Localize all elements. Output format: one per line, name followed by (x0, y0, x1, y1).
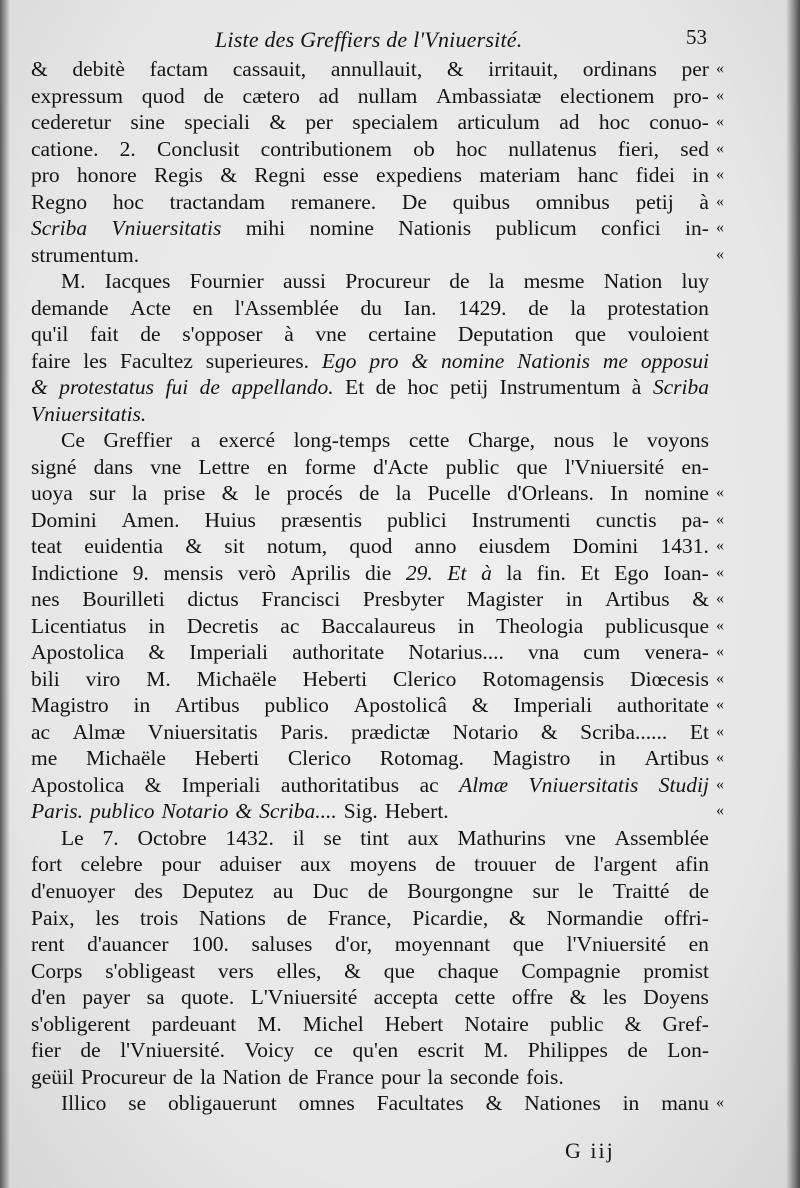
quote-mark: « (716, 802, 724, 820)
quote-mark (716, 958, 746, 985)
quote-mark (716, 851, 746, 878)
signature-mark: G iij (565, 1138, 615, 1163)
text-line: bili viro M. Michaële Heberti Clerico Rotomagensis Diœcesis (31, 666, 709, 691)
text-line: fier de l'Vniuersité. Voicy ce qu'en escrit M. Philippes de Lon- (31, 1038, 709, 1063)
quote-mark: « (716, 60, 724, 77)
quote-mark (716, 1011, 746, 1038)
text-line: teat euidentia & sit notum, quod anno eiusdem Domini 1431. (31, 534, 709, 559)
quote-mark: « (716, 749, 724, 767)
text-line: geüil Procureur de la Nation de France pour la seconde fois. (31, 1064, 564, 1089)
quote-mark: « (716, 219, 724, 237)
quote-mark (716, 878, 746, 905)
text-line: cederetur sine speciali & per specialem articulum ad hoc conuo- (31, 110, 709, 135)
quote-mark (716, 427, 746, 454)
text-line: Illico se obligauerunt omnes Facultates & Nationes in manu (61, 1091, 709, 1116)
quote-mark: « (716, 590, 724, 608)
text-line: Vniuersitatis. (31, 401, 147, 426)
body-text (31, 56, 709, 1117)
quote-mark (716, 321, 746, 348)
quote-mark (716, 984, 746, 1011)
quote-mark (716, 454, 746, 481)
quote-mark: « (716, 722, 724, 740)
quote-mark: « (716, 113, 724, 131)
page-number: 53 (686, 25, 707, 49)
quote-mark: « (716, 245, 724, 263)
quote-mark (716, 374, 746, 401)
text-line: demande Acte en l'Assemblée du Ian. 1429. de la protestation (31, 295, 709, 320)
quote-mark: « (716, 643, 724, 661)
quote-mark (716, 295, 746, 322)
text-line: Le 7. Octobre 1432. il se tint aux Mathurins vne Assemblée (61, 825, 709, 850)
quote-mark: « (716, 616, 724, 634)
text-line: strumentum. (31, 242, 140, 267)
text-line: qu'il fait de s'opposer à vne certaine Deputation que vouloient (31, 322, 709, 347)
quote-mark (716, 825, 746, 852)
text-line: Corps s'obligeast vers elles, & que chaque Compagnie promist (31, 958, 709, 983)
quote-mark (716, 401, 746, 428)
quote-mark: « (716, 166, 724, 184)
text-line: Ce Greffier a exercé long-temps cette Charge, nous le voyons (61, 428, 709, 453)
quote-mark: « (716, 537, 724, 555)
text-line: rent d'auancer 100. saluses d'or, moyennant que l'Vniuersité en (31, 932, 709, 957)
text-line: Apostolica & Imperiali authoritatibus ac Almæ Vniuersitatis Studij (31, 772, 709, 797)
text-line: Magistro in Artibus publico Apostolicâ & Imperiali authoritate (31, 693, 709, 718)
quote-mark: « (716, 510, 724, 528)
text-line: Paris. publico Notario & Scriba.... Sig. Hebert. (31, 799, 449, 824)
quote-mark: « (716, 1094, 724, 1112)
text-line: M. Iacques Fournier aussi Procureur de la mesme Nation luy (61, 269, 709, 294)
text-line: d'en payer sa quote. L'Vniuersité accepta cette offre & les Doyens (31, 985, 709, 1010)
text-line: Indictione 9. mensis verò Aprilis die 29. Et à la fin. Et Ego Ioan- (31, 560, 709, 585)
quote-mark (716, 348, 746, 375)
text-line: d'enuoyer des Deputez au Duc de Bourgongne sur le Traitté de (31, 878, 709, 903)
text-line: Apostolica & Imperiali authoritate Notarius.... vna cum venera- (31, 640, 709, 665)
quote-mark: « (716, 775, 724, 793)
text-line: Domini Amen. Huius præsentis publici Instrumenti cunctis pa- (31, 507, 709, 532)
text-line: Scriba Vniuersitatis mihi nomine Nationis publicum confici in- (31, 216, 709, 241)
text-line: & debitè factam cassauit, annullauit, & irritauit, ordinans per (31, 57, 709, 81)
quote-mark: « (716, 563, 724, 581)
text-line: ac Almæ Vniuersitatis Paris. prædictæ Notario & Scriba...... Et (31, 719, 709, 744)
text-line: Regno hoc tractandam remanere. De quibus omnibus petij à (31, 189, 709, 214)
quote-mark: « (716, 484, 724, 502)
text-line: s'obligerent pardeuant M. Michel Hebert Notaire public & Gref- (31, 1011, 709, 1036)
text-line: nes Bourilleti dictus Francisci Presbyter Magister in Artibus & (31, 587, 709, 612)
text-line: catione. 2. Conclusit contributionem ob hoc nullatenus fieri, sed (31, 136, 709, 161)
text-line: me Michaële Heberti Clerico Rotomag. Magistro in Artibus (31, 746, 709, 771)
quote-mark: « (716, 669, 724, 687)
quotation-marks-column (716, 56, 746, 1117)
text-line: Paix, les trois Nations de France, Picardie, & Normandie offri- (31, 905, 709, 930)
text-line: uoya sur la prise & le procés de la Pucelle d'Orleans. In nomine (31, 481, 709, 506)
quote-mark (716, 1064, 746, 1091)
quote-mark (716, 1037, 746, 1064)
quote-mark: « (716, 139, 724, 157)
text-line: expressum quod de cætero ad nullam Ambassiatæ electionem pro- (31, 83, 709, 108)
quote-mark: « (716, 192, 724, 210)
text-line: signé dans vne Lettre en forme d'Acte public que l'Vniuersité en- (31, 454, 709, 479)
quote-mark (716, 931, 746, 958)
text-line: Licentiatus in Decretis ac Baccalaureus in Theologia publicusque (31, 613, 709, 638)
text-line: & protestatus fui de appellando. Et de hoc petij Instrumentum à Scriba (31, 375, 709, 400)
quote-mark (716, 268, 746, 295)
quote-mark (716, 905, 746, 932)
text-line: faire les Facultez superieures. Ego pro & nomine Nationis me opposui (31, 348, 709, 373)
quote-mark: « (716, 86, 724, 104)
text-line: pro honore Regis & Regni esse expediens materiam hanc fidei in (31, 163, 709, 188)
quote-mark: « (716, 696, 724, 714)
running-head: Liste des Greffiers de l'Vniuersité. (215, 27, 523, 52)
text-line: fort celebre pour aduiser aux moyens de trouuer de l'argent afin (31, 852, 709, 877)
